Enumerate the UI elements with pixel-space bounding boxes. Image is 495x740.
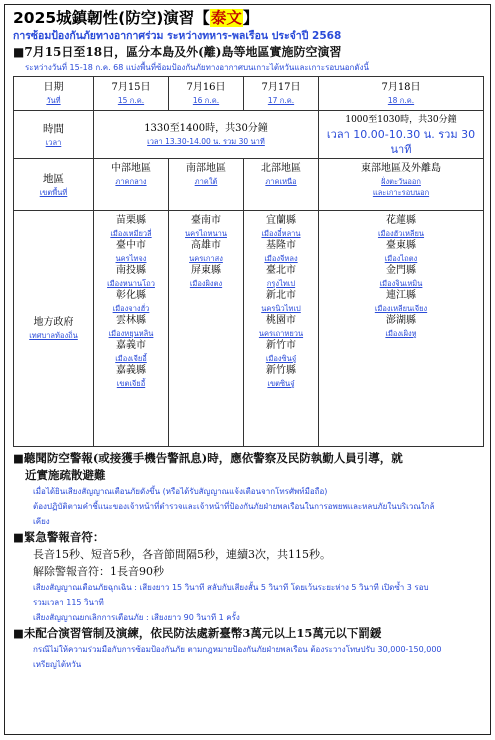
table-row-time	[14, 111, 484, 159]
list-item: 雲林縣 เมืองหยุนหลิน	[108, 315, 154, 338]
list-item: 新竹縣 เขตซินจู๋	[266, 365, 296, 388]
list-item: 屏東縣 เมืองผิงตง	[189, 265, 223, 288]
region-east: 東部地區及外離島 ฝั่งตะวันออก และเกาะรอบนอก	[319, 159, 484, 211]
list-item: 臺東縣 เมืองไถตง	[384, 240, 418, 263]
table-row-dates	[14, 77, 484, 111]
list-item: 臺中市 นครไทจง	[115, 240, 147, 263]
list-item: 金門縣 เมืองจินเหมิน	[379, 265, 423, 288]
region-south: 南部地區 ภาคใต้	[169, 159, 244, 211]
note-evacuation-heading: ■聽聞防空警報(或接獲手機告警訊息)時，應依警察及民防執勤人員引導，就	[13, 451, 403, 465]
note-alarm-heading: ■緊急警報音符：	[13, 530, 105, 544]
page-subtitle: การซ้อมป้องกันภัยทางอากาศร่วม ระหว่างทหาร-พลเรือน ประจำปี 2568	[13, 30, 342, 42]
south-list	[169, 211, 244, 447]
north-list	[244, 211, 319, 447]
list-item: 澎湖縣 เมืองเผิงหู	[385, 315, 417, 338]
note-alarm-thai: เสียงสัญญาณเตือนภัยฉุกเฉิน : เสียงยาว 15 วินาที สลับกับเสียงสั้น 5 วินาที โดยเว้นระยะห่าง 5 วินาที เปิดซ้ำ 3 รอบ	[33, 583, 429, 592]
region-north: 北部地區 ภาคเหนือ	[244, 159, 319, 211]
note-evacuation-thai: เคียง	[33, 517, 50, 526]
list-item: 嘉義市 เมืองเจียอี้	[115, 340, 147, 363]
list-item: 連江縣 เมืองเหลียนเจียง	[374, 290, 428, 313]
title-highlight: 泰文	[210, 9, 242, 27]
date-cell: 7月18日 18 ก.ค.	[319, 77, 484, 111]
document-page	[4, 4, 491, 735]
list-item: 花蓮縣 เมืองฮัวเหลียน	[377, 215, 425, 238]
note-penalty-thai: เหรียญไต้หวัน	[33, 660, 82, 669]
time-east-cell: 1000至1030時，共30分鐘 เวลา 10.00-10.30 น. รวม 30 นาที	[319, 111, 484, 159]
note-penalty-thai: กรณีไม่ให้ความร่วมมือกับการซ้อมป้องกันภัย ตามกฎหมายป้องกันภัยฝ่ายพลเรือน ต้องระวางโทษปรับ 30,000-150,000	[33, 645, 442, 654]
date-cell: 7月15日 15 ก.ค.	[94, 77, 169, 111]
note-alarm-line: 長音15秒、短音5秒，各音節間隔5秒，連續3次，共115秒。	[33, 548, 331, 561]
list-item: 新北市 นครนิวไทเป	[261, 290, 301, 313]
date-cell: 7月16日 16 ก.ค.	[169, 77, 244, 111]
list-item: 基隆市 เมืองจีหลง	[264, 240, 298, 263]
region-central: 中部地區 ภาคกลาง	[94, 159, 169, 211]
note-alarm-thai: รวมเวลา 115 วินาที	[33, 598, 104, 607]
date-label-cell: 日期 วันที่	[14, 77, 94, 111]
note-evacuation-heading-cont: 近實施疏散避難	[25, 468, 106, 482]
table-row-regions	[14, 159, 484, 211]
table-row-governments	[14, 211, 484, 447]
note-evacuation-thai: เมื่อได้ยินเสียงสัญญาณเตือนภัยดังขึ้น (หรือได้รับสัญญาณแจ้งเตือนจากโทรศัพท์มือถือ)	[33, 487, 328, 496]
list-item: 南投縣 เมืองหนานโถว	[107, 265, 155, 288]
list-item: 臺北市 กรุงไทเป	[266, 265, 296, 288]
list-item: 苗栗縣 เมืองเหมียวลี่	[110, 215, 152, 238]
list-item: 新竹市 เมืองซินจู๋	[265, 340, 297, 363]
note-penalty-heading: ■未配合演習管制及演練，依民防法處新臺幣3萬元以上15萬元以下罰鍰	[13, 626, 382, 640]
list-item: 宜蘭縣 เมืองอี๋หลาน	[261, 215, 301, 238]
list-item: 高雄市 นครเกาสง	[189, 240, 223, 263]
list-item: 彰化縣 เมืองจางฮั่ว	[112, 290, 150, 313]
time-label-cell: 時間 เวลา	[14, 111, 94, 159]
central-list	[94, 211, 169, 447]
note-alarm-clear-line: 解除警報音符：1長音90秒	[33, 565, 164, 578]
page-title: 2025城鎮韌性(防空)演習【泰文】	[13, 9, 259, 27]
gov-label-cell: 地方政府 เทศบาลท้องถิ่น	[14, 211, 94, 447]
section-heading-thai: ระหว่างวันที่ 15-18 ก.ค. 68 แบ่งพื้นที่ซ้อมป้องกันภัยทางอากาศบนเกาะไต้หวันและเกาะรอบนอกดังนี้	[25, 63, 369, 72]
section-heading: ■7月15日至18日，區分本島及外(離)島等地區實施防空演習	[13, 45, 342, 59]
east-list	[319, 211, 484, 447]
list-item: 桃園市 นครเถาหยวน	[258, 315, 304, 338]
region-label-cell: 地區 เขตพื้นที่	[14, 159, 94, 211]
note-alarm-thai: เสียงสัญญาณยกเลิกการเตือนภัย : เสียงยาว 90 วินาที 1 ครั้ง	[33, 613, 240, 622]
schedule-table	[13, 76, 484, 447]
list-item: 嘉義縣 เขตเจียอี้	[116, 365, 146, 388]
notes-section	[13, 450, 484, 672]
date-cell: 7月17日 17 ก.ค.	[244, 77, 319, 111]
note-evacuation-thai: ต้องปฏิบัติตามคำชี้แนะของเจ้าหน้าที่ตำรวจและเจ้าหน้าที่ป้องกันภัยฝ่ายพลเรือนในการอพยพและหลบภัยในบริเวณใกล้	[33, 502, 435, 511]
list-item: 臺南市 นครไถหนาน	[185, 215, 227, 238]
time-main-cell: 1330至1400時，共30分鐘 เวลา 13.30-14.00 น. รวม 30 นาที	[94, 111, 319, 159]
